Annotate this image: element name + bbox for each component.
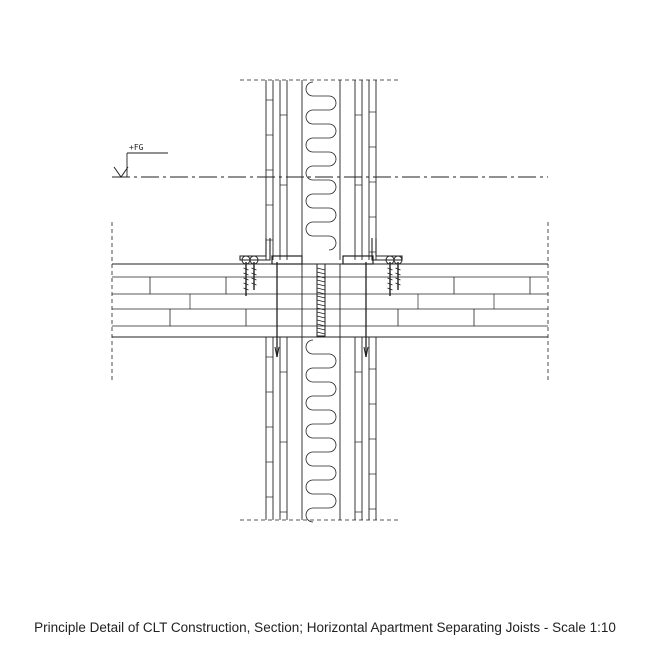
- threaded-rod-thread: [317, 284, 325, 286]
- lower-wall: [240, 337, 400, 520]
- upper-wall: [240, 80, 400, 260]
- insulation-path: [306, 82, 336, 250]
- level-marker-label: +FG: [129, 143, 144, 152]
- threaded-rod-thread: [317, 272, 325, 274]
- threaded-rod-thread: [317, 268, 325, 270]
- threaded-rod-thread: [317, 332, 325, 334]
- threaded-rod-thread: [317, 300, 325, 302]
- threaded-rod-thread: [317, 328, 325, 330]
- threaded-rod-thread: [317, 304, 325, 306]
- threaded-rod-thread: [317, 288, 325, 290]
- threaded-rod-thread: [317, 296, 325, 298]
- threaded-rod-thread: [317, 280, 325, 282]
- insulation-zigzag: [306, 82, 336, 522]
- connection-hardware: [240, 238, 402, 357]
- level-marker: [112, 143, 548, 177]
- threaded-rod-thread: [317, 316, 325, 318]
- floor-slab: [112, 222, 548, 380]
- level-marker-triangle: [114, 167, 128, 177]
- threaded-rod-thread: [317, 320, 325, 322]
- threaded-rod-thread: [317, 312, 325, 314]
- sole-plate-right: [343, 256, 373, 264]
- drawing-caption: Principle Detail of CLT Construction, Section; Horizontal Apartment Separating Joists - Scale 1:10: [34, 620, 616, 635]
- insulation-path: [306, 340, 336, 522]
